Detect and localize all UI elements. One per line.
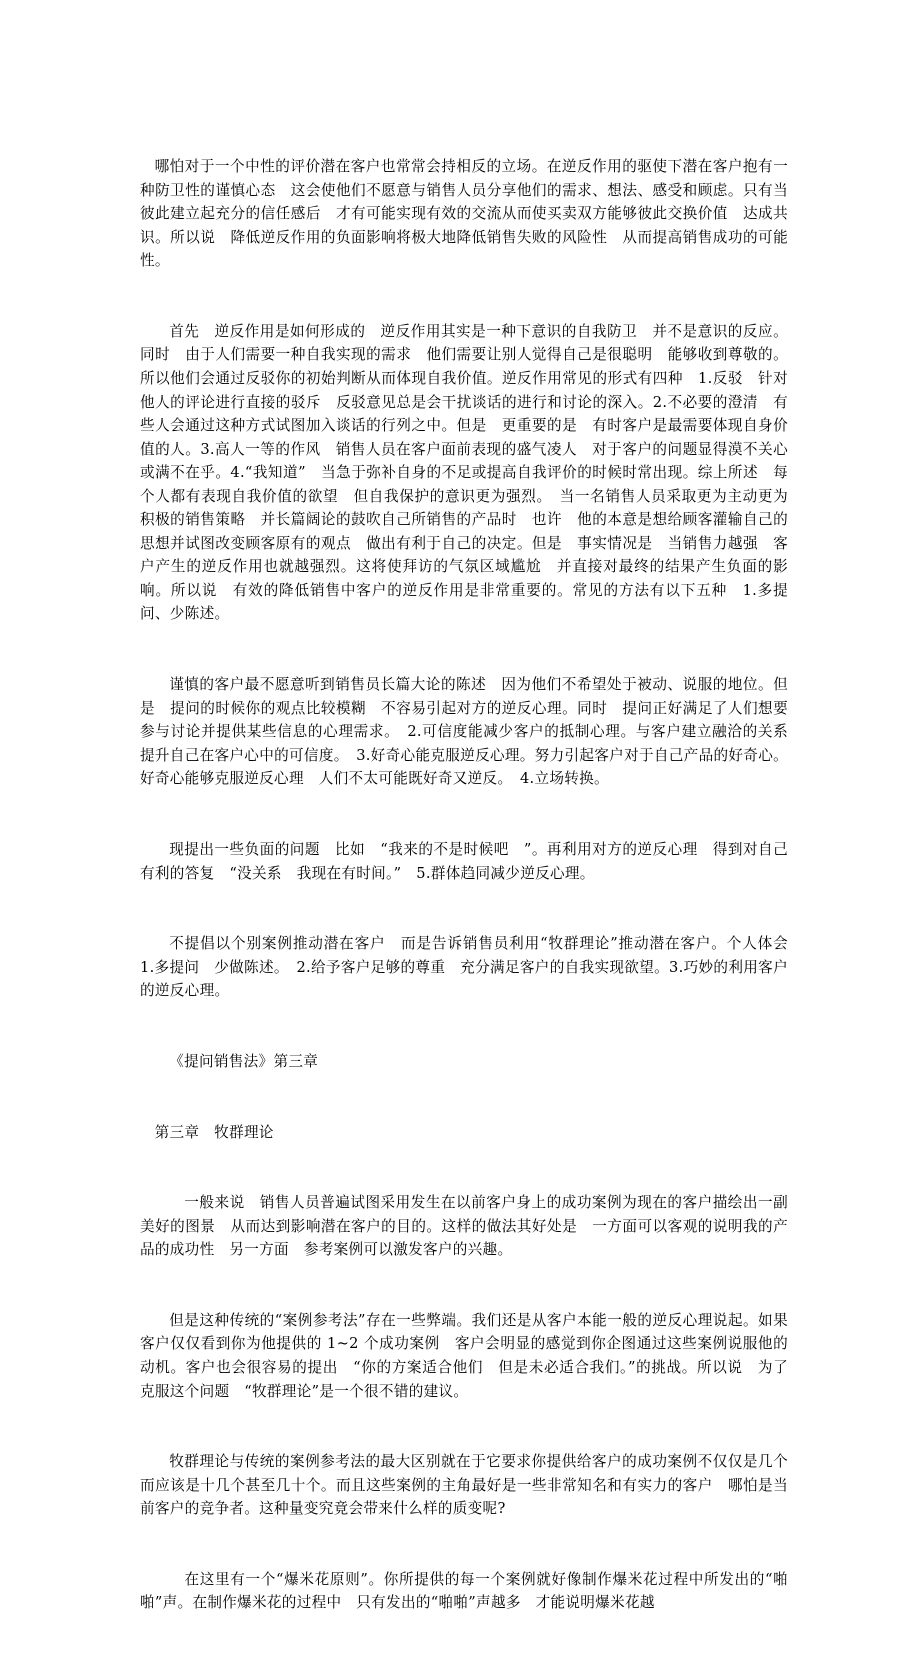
paragraph-3: 谨慎的客户最不愿意听到销售员长篇大论的陈述 因为他们不希望处于被动、说服的地位。但是 提问的时候你的观点比较模糊 不容易引起对方的逆反心理。同时 提问正好满足了人们想要参与讨论并提供某些信息的心理需求。 2.可信度能减少客户的抵制心理。与客户建立融洽的关系 提升自己在客户心中的可信度。 3.好奇心能克服逆反心理。努力引起客户对于自己产品的好奇心。好奇心能够克服逆反心理 人们不太可能既好奇又逆反。 4.立场转换。 [140,676,803,788]
book-chapter-reference: 《提问销售法》第三章 [169,1052,319,1070]
paragraph-5: 不提倡以个别案例推动潜在客户 而是告诉销售员利用“牧群理论”推动潜在客户。个人体会 1.多提问 少做陈述。 2.给予客户足够的尊重 充分满足客户的自我实现欲望。3.巧妙的利用客户的逆反心理。 [140,935,803,1000]
paragraph-6: 一般来说 销售人员普遍试图采用发生在以前客户身上的成功案例为现在的客户描绘出一副美好的图景 从而达到影响潜在客户的目的。这样的做法其好处是 一方面可以客观的说明我的产品的成功性 另一方面 参考案例可以激发客户的兴趣。 [140,1194,788,1259]
paragraph-8: 牧群理论与传统的案例参考法的最大区别就在于它要求你提供给客户的成功案例不仅仅是几个 而应该是十几个甚至几十个。而且这些案例的主角最好是一些非常知名和有实力的客户 哪怕是当前客户的竞争者。这种量变究竟会带来什么样的质变呢? [140,1453,803,1518]
paragraph-2: 首先 逆反作用是如何形成的 逆反作用其实是一种下意识的自我防卫 并不是意识的反应。同时 由于人们需要一种自我实现的需求 他们需要让别人觉得自己是很聪明 能够收到尊敬的。所以他们会通过反驳你的初始判断从而体现自我价值。逆反作用常见的形式有四种 1.反驳 针对他人的评论进行直接的驳斥 反驳意见总是会干扰谈话的进行和讨论的深入。2.不必要的澄清 有些人会通过这种方式试图加入谈话的行列之中。但是 更重要的是 有时客户是最需要体现自身价值的人。3.高人一等的作风 销售人员在客户面前表现的盛气凌人 对于客户的问题显得漠不关心或满不在乎。4.“我知道” 当急于弥补自身的不足或提高自我评价的时候时常出现。综上所述 每个人都有表现自我价值的欲望 但自我保护的意识更为强烈。 当一名销售人员采取更为主动更为积极的销售策略 并长篇阔论的鼓吹自己所销售的产品时 也许 他的本意是想给顾客灌输自己的思想并试图改变顾客原有的观点 做出有利于自己的决定。但是 事实情况是 当销售力越强 客户产生的逆反作用也就越强烈。这将使拜访的气氛区域尴尬 并直接对最终的结果产生负面的影响。所以说 有效的降低销售中客户的逆反作用是非常重要的。常见的方法有以下五种 1.多提问、少陈述。 [140,322,788,623]
paragraph-1: 哪怕对于一个中性的评价潜在客户也常常会持相反的立场。在逆反作用的驱使下潜在客户抱有一种防卫性的谨慎心态 这会使他们不愿意与销售人员分享他们的需求、想法、感受和顾虑。只有当彼此建立起充分的信任感后 才有可能实现有效的交流从而使买卖双方能够彼此交换价值 达成共识。所以说 降低逆反作用的负面影响将极大地降低销售失败的风险性 从而提高销售成功的可能性。 [140,158,788,270]
paragraph-4: 现提出一些负面的问题 比如 “我来的不是时候吧 ”。再利用对方的逆反心理 得到对自己有利的答复 “没关系 我现在有时间。” 5.群体趋同减少逆反心理。 [140,840,788,882]
paragraph-9: 在这里有一个“爆米花原则”。你所提供的每一个案例就好像制作爆米花过程中所发出的“啪啪”声。在制作爆米花的过程中 只有发出的“啪啪”声越多 才能说明爆米花越 [140,1570,788,1612]
body-text [140,108,803,1662]
paragraph-7: 但是这种传统的“案例参考法”存在一些弊端。我们还是从客户本能一般的逆反心理说起。如果客户仅仅看到你为他提供的 1~2 个成功案例 客户会明显的感觉到你企图通过这些案例说服他的动机。客户也会很容易的提出 “你的方案适合他们 但是未必适合我们。”的挑战。所以说 为了克服这个问题 “牧群理论”是一个很不错的建议。 [140,1311,788,1400]
chapter-heading: 第三章 牧群理论 [154,1123,274,1141]
